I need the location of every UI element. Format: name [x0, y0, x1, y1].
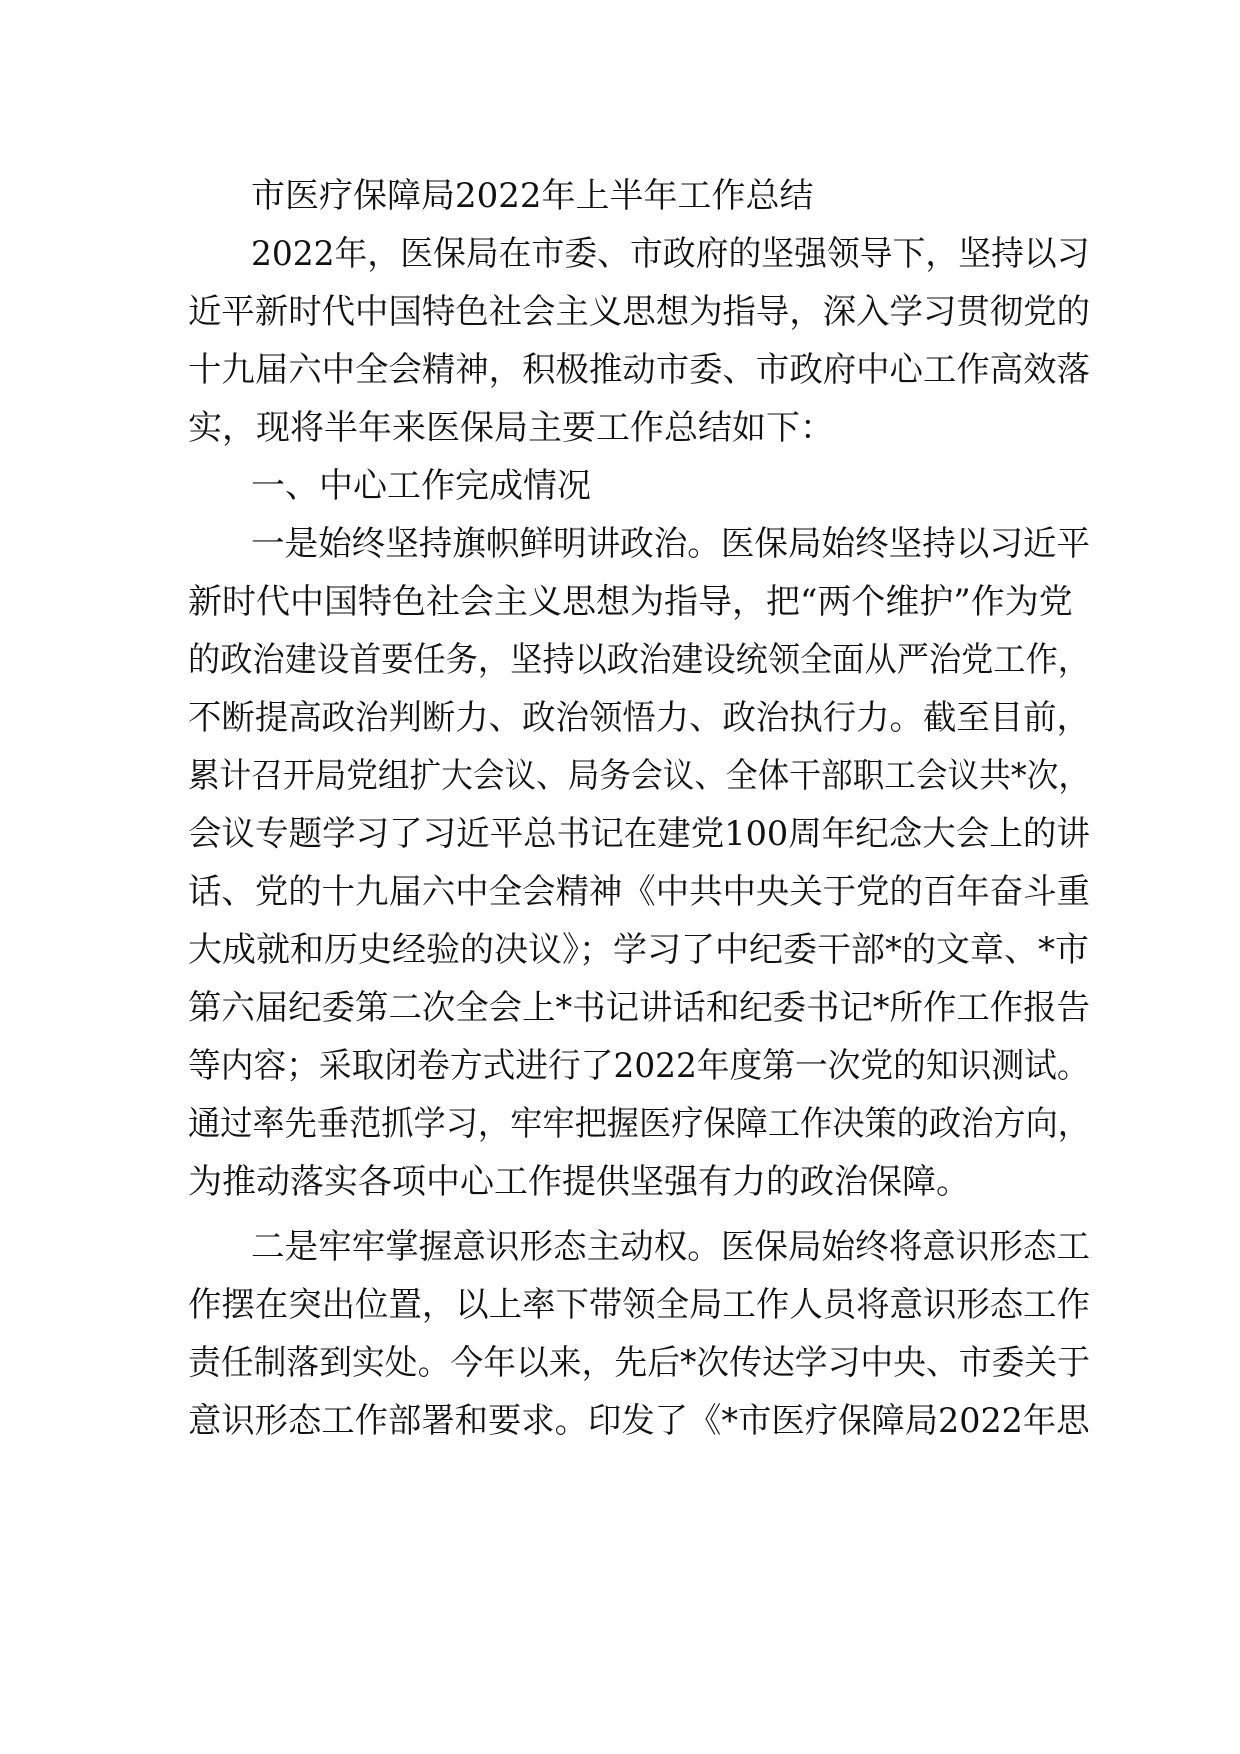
paragraph-line: 大成就和历史经验的决议》；学习了中纪委干部*的文章、*市: [188, 930, 1089, 970]
paragraph-line: 近平新时代中国特色社会主义思想为指导，深入学习贯彻党的: [188, 292, 1090, 332]
paragraph-line: 意识形态工作部署和要求。印发了《*市医疗保障局2022年思: [188, 1401, 1090, 1441]
paragraph-line: 等内容；采取闭卷方式进行了2022年度第一次党的知识测试。: [188, 1046, 1090, 1086]
paragraph-line: 为推动落实各项中心工作提供坚强有力的政治保障。: [188, 1162, 970, 1202]
paragraph-line: 一是始终坚持旗帜鲜明讲政治。医保局始终坚持以习近平: [251, 524, 1090, 564]
paragraph-line: 作摆在突出位置，以上率下带领全局工作人员将意识形态工作: [188, 1285, 1090, 1325]
paragraph-line: 二是牢牢掌握意识形态主动权。医保局始终将意识形态工: [251, 1227, 1090, 1267]
paragraph-line: 话、党的十九届六中全会精神《中共中央关于党的百年奋斗重: [188, 872, 1090, 912]
paragraph-line: 不断提高政治判断力、政治领悟力、政治执行力。截至目前，: [188, 698, 1090, 738]
paragraph-line: 会议专题学习了习近平总书记在建党100周年纪念大会上的讲: [188, 814, 1090, 854]
section-heading: 一、中心工作完成情况: [251, 466, 591, 506]
paragraph-line: 实，现将半年来医保局主要工作总结如下：: [188, 408, 834, 448]
paragraph-line: 2022年，医保局在市委、市政府的坚强领导下，坚持以习: [251, 234, 1090, 274]
paragraph-line: 累计召开局党组扩大会议、局务会议、全体干部职工会议共*次，: [188, 756, 1090, 796]
paragraph-line: 十九届六中全会精神，积极推动市委、市政府中心工作高效落: [188, 350, 1090, 390]
document-title: 市医疗保障局2022年上半年工作总结: [251, 176, 814, 216]
paragraph-line: 责任制落到实处。今年以来，先后*次传达学习中央、市委关于: [188, 1343, 1090, 1383]
paragraph-line: 第六届纪委第二次全会上*书记讲话和纪委书记*所作工作报告: [188, 988, 1090, 1028]
paragraph-line: 通过率先垂范抓学习，牢牢把握医疗保障工作决策的政治方向，: [188, 1104, 1090, 1144]
paragraph-line: 新时代中国特色社会主义思想为指导，把“两个维护”作为党: [188, 582, 1073, 622]
paragraph-line: 的政治建设首要任务，坚持以政治建设统领全面从严治党工作，: [188, 640, 1090, 680]
